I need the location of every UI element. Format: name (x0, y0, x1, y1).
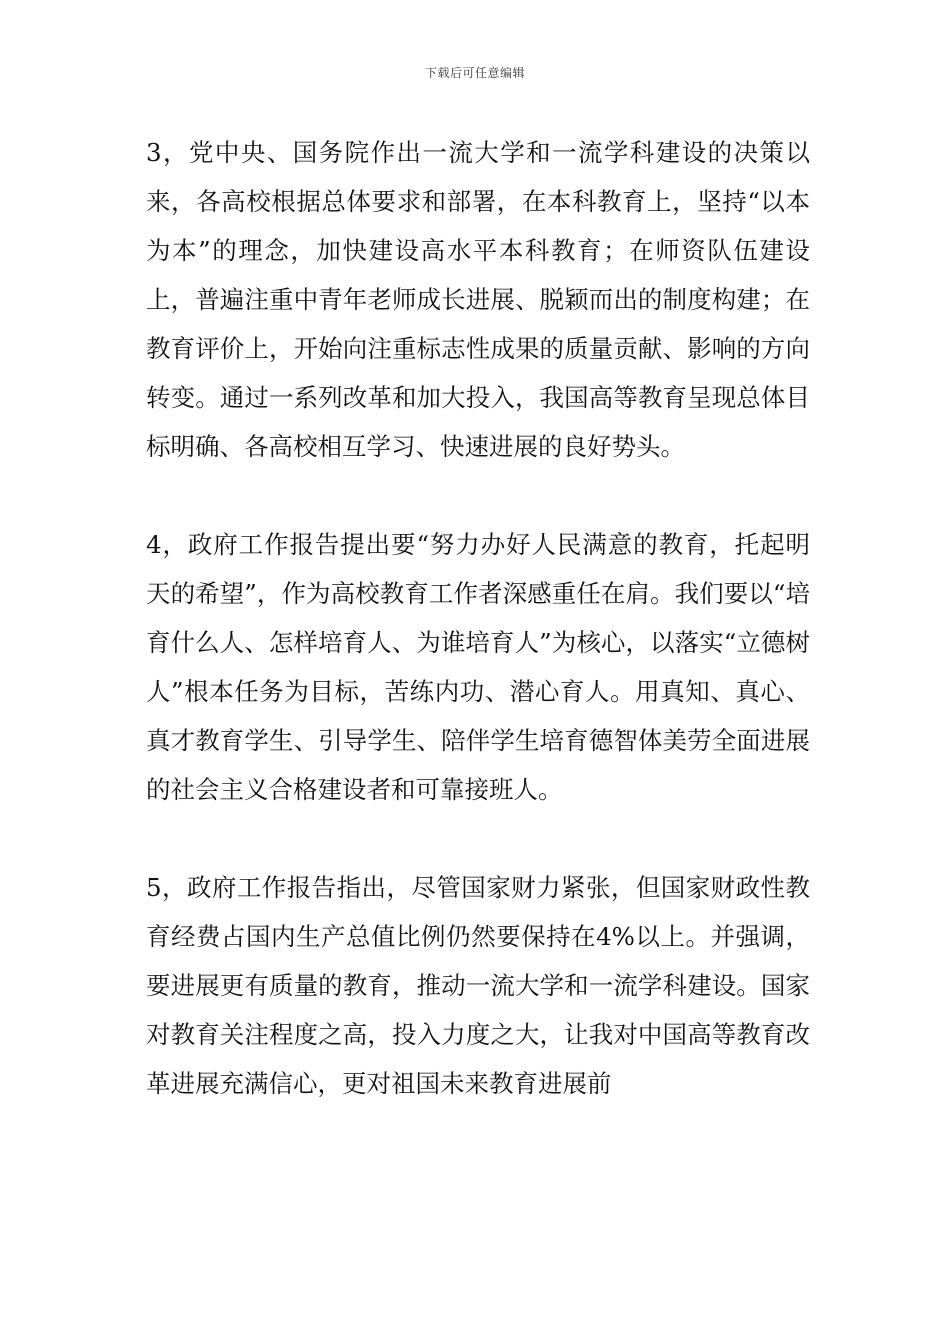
paragraph-5: 5，政府工作报告指出，尽管国家财力紧张，但国家财政性教育经费占国内生产总值比例仍然要保持在4%以上。并强调，要进展更有质量的教育，推动一流大学和一流学科建设。国家对教育关注程度之高，投入力度之大，让我对中国高等教育改革进展充满信心，更对祖国未来教育进展前 (146, 873, 810, 1098)
page-header: 下载后可任意编辑 (424, 66, 525, 80)
document-body (146, 128, 810, 1157)
paragraph-3: 3，党中央、国务院作出一流大学和一流学科建设的决策以来，各高校根据总体要求和部署，在本科教育上，坚持“以本为本”的理念，加快建设高水平本科教育；在师资队伍建设上，普遍注重中青年老师成长进展、脱颖而出的制度构建；在教育评价上，开始向注重标志性成果的质量贡献、影响的方向转变。通过一系列改革和加大投入，我国高等教育呈现总体目标明确、各高校相互学习、快速进展的良好势头。 (146, 138, 810, 461)
paragraph-4: 4，政府工作报告提出要“努力办好人民满意的教育，托起明天的希望”，作为高校教育工作者深感重任在肩。我们要以“培育什么人、怎样培育人、为谁培育人”为核心，以落实“立德树人”根本任务为目标，苦练内功、潜心育人。用真知、真心、真才教育学生、引导学生、陪伴学生培育德智体美劳全面进展的社会主义合格建设者和可靠接班人。 (146, 530, 810, 804)
